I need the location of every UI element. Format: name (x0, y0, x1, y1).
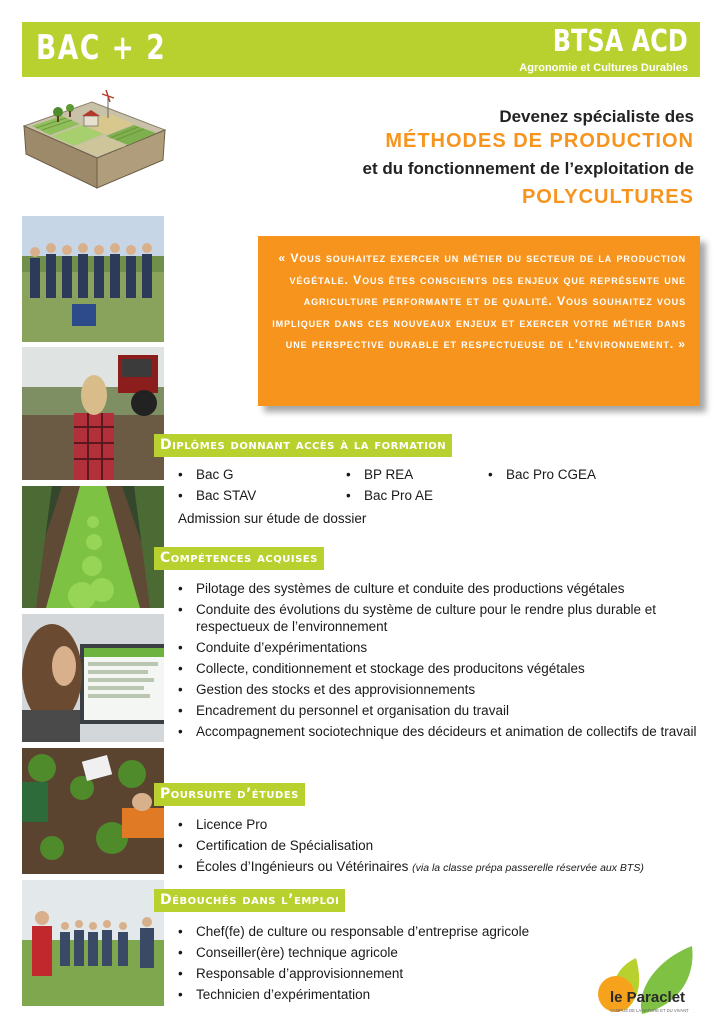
list-item: • Bac G (176, 466, 256, 483)
headline-line-4: POLYCULTURES (521, 186, 694, 208)
header-banner (22, 22, 700, 77)
list-item: • Chef(fe) de culture ou responsable d’entreprise agricole (176, 923, 596, 940)
list-item: • Pilotage des systèmes de culture et conduite des productions végétales (176, 580, 700, 597)
list-item: • Technicien d’expérimentation (176, 986, 596, 1003)
farm-illustration (22, 88, 167, 193)
section-title-diplomes: Diplômes donnant accès à la formation (154, 434, 452, 457)
list-item: • Encadrement du personnel et organisation du travail (176, 702, 700, 719)
logo-tagline: CAMPUS DE LA NATURE ET DU VIVANT (610, 1008, 689, 1013)
computer-screen-photo (22, 614, 164, 742)
list-item: • Bac Pro AE (344, 487, 433, 504)
lettuce-field-photo (22, 486, 164, 608)
diplomes-list-col1 (176, 466, 256, 508)
tractor-field-photo (22, 347, 164, 480)
list-item: • Gestion des stocks et des approvisionnements (176, 681, 700, 698)
diplomes-list-col2 (344, 466, 433, 508)
headline (174, 106, 694, 210)
list-item: • Conduite d’expérimentations (176, 639, 700, 656)
field-work-photo (22, 748, 164, 874)
section-title-debouches: Débouchés dans l’emploi (154, 889, 345, 912)
poursuite-list (176, 816, 706, 881)
level-label: BAC + 2 (36, 28, 167, 68)
quote-box (258, 236, 700, 406)
headline-line-3: et du fonctionnement de l’exploitation de (362, 159, 694, 178)
section-title-competences: Compétences acquises (154, 547, 324, 570)
list-item: • Licence Pro (176, 816, 706, 833)
debouches-list (176, 923, 596, 1007)
list-item: • Responsable d’approvisionnement (176, 965, 596, 982)
diplomes-list-col3 (486, 466, 596, 487)
section-title-poursuite: Poursuite d’études (154, 783, 305, 806)
logo-name: le Paraclet (610, 989, 686, 1006)
quote-text: « Vous souhaitez exercer un métier du secteur de la production végétale. Vous êtes conscients des enjeux que représente une agriculture performante et de qualité. Vous souhaitez vous impliquer dans ces nouveaux enjeux et exercer votre métier dans une perspective durable et respectueuse de l’environnement. » (272, 251, 686, 352)
prepa-note: (via la classe prépa passerelle réservée aux BTS) (412, 862, 644, 874)
list-item: • Collecte, conditionnement et stockage des producitons végétales (176, 660, 700, 677)
list-item: • Conduite des évolutions du système de culture pour le rendre plus durable et respectueux de l’environnement (176, 601, 700, 635)
headline-line-2: MÉTHODES DE PRODUCTION (385, 130, 694, 152)
group-in-field-photo (22, 880, 164, 1006)
list-item: • Accompagnement sociotechnique des décideurs et animation de collectifs de travail (176, 723, 700, 740)
headline-line-1: Devenez spécialiste des (499, 107, 694, 126)
list-item: • Bac STAV (176, 487, 256, 504)
list-item (176, 858, 706, 877)
diploma-title: BTSA ACD (553, 24, 688, 59)
list-item: • Certification de Spécialisation (176, 837, 706, 854)
list-item-text: Écoles d’Ingénieurs ou Vétérinaires (196, 859, 409, 874)
list-item: • BP REA (344, 466, 433, 483)
students-group-photo (22, 216, 164, 342)
admission-note: Admission sur étude de dossier (178, 511, 367, 526)
le-paraclet-logo (596, 940, 700, 1020)
diploma-subtitle: Agronomie et Cultures Durables (519, 62, 688, 74)
list-item: • Bac Pro CGEA (486, 466, 596, 483)
competences-list (176, 580, 700, 744)
list-item: • Conseiller(ère) technique agricole (176, 944, 596, 961)
